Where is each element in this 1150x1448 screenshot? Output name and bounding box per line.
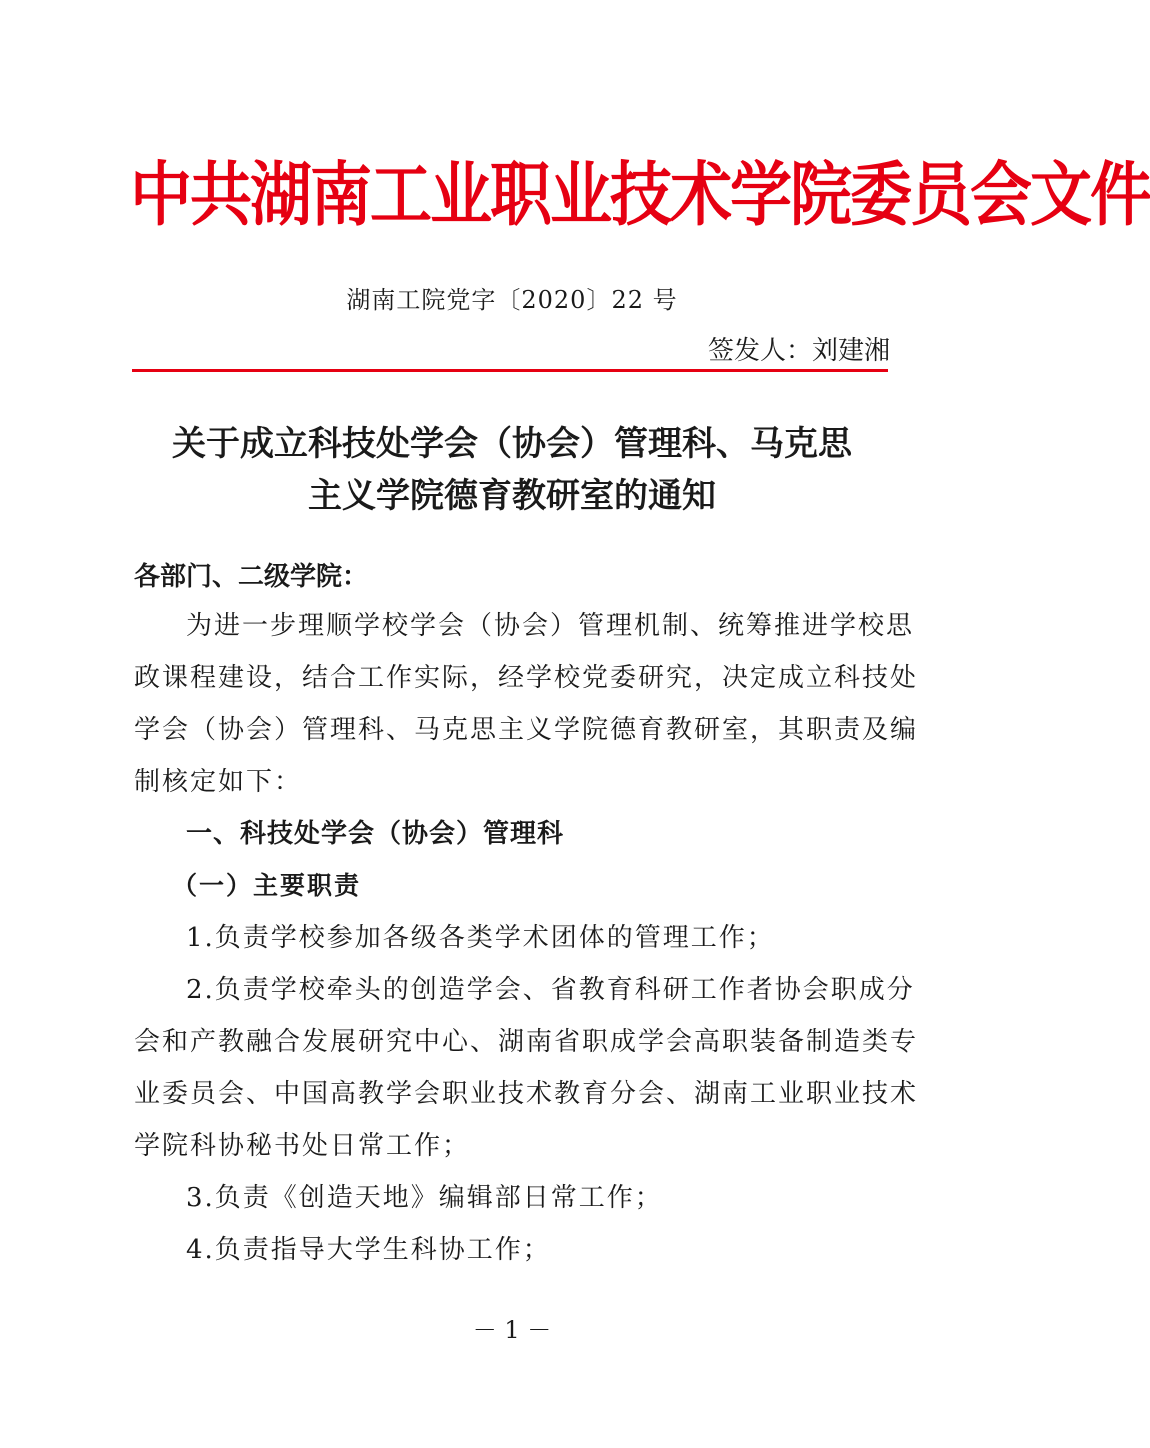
document-number: 湖南工院党字〔2020〕22 号 (346, 286, 678, 314)
subsection-heading: （一）主要职责 (172, 871, 362, 900)
red-divider (132, 369, 888, 372)
list-item-continuation: 学院科协秘书处日常工作； (134, 1131, 471, 1161)
document-body (134, 600, 919, 1276)
page-number: － 1 － (472, 1316, 552, 1344)
notice-title-line-2: 主义学院德育教研室的通知 (308, 476, 716, 516)
list-item: 3.负责《创造天地》编辑部日常工作； (186, 1183, 663, 1213)
list-item: 2.负责学校牵头的创造学会、省教育科研工作者协会职成分 (186, 975, 915, 1005)
list-item-continuation: 会和产教融合发展研究中心、湖南省职成学会高职装备制造类专 (134, 1027, 919, 1057)
salutation: 各部门、二级学院： (134, 562, 369, 592)
paragraph-line: 政课程建设，结合工作实际，经学校党委研究，决定成立科技处 (134, 663, 919, 693)
list-item: 4.负责指导大学生科协工作； (186, 1235, 551, 1265)
section-heading: 一、科技处学会（协会）管理科 (186, 819, 565, 849)
notice-title-line-1: 关于成立科技处学会（协会）管理科、马克思 (172, 424, 852, 464)
masthead-title: 中共湖南工业职业技术学院委员会文件 (130, 153, 1150, 236)
paragraph-line: 学会（协会）管理科、马克思主义学院德育教研室，其职责及编 (134, 715, 919, 745)
notice-title (132, 418, 892, 522)
paragraph-line: 制核定如下： (134, 767, 303, 797)
paragraph-line: 为进一步理顺学校学会（协会）管理机制、统筹推进学校思 (186, 611, 915, 641)
list-item: 1.负责学校参加各级各类学术团体的管理工作； (186, 923, 775, 953)
issuer-signature: 签发人：刘建湘 (707, 336, 890, 366)
list-item-continuation: 业委员会、中国高教学会职业技术教育分会、湖南工业职业技术 (134, 1079, 919, 1109)
